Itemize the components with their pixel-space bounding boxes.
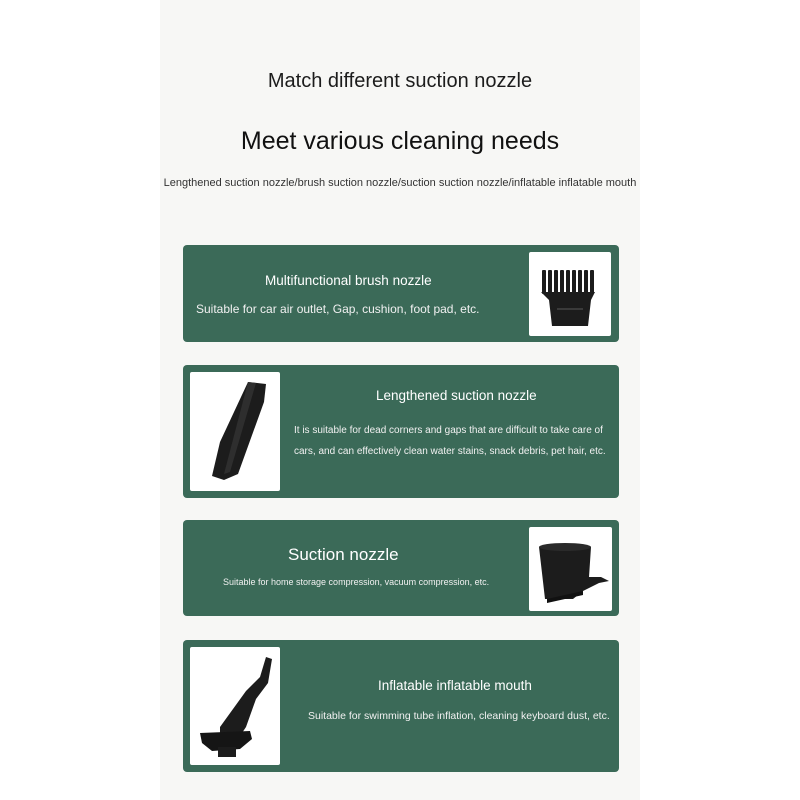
card-description: Suitable for car air outlet, Gap, cushion, foot pad, etc. (196, 302, 480, 316)
lengthened-nozzle-card (183, 365, 619, 498)
brush-nozzle-image (529, 252, 611, 336)
suction-nozzle-card (183, 520, 619, 616)
card-title: Inflatable inflatable mouth (378, 678, 532, 693)
card-title: Multifunctional brush nozzle (265, 273, 432, 288)
card-description: Suitable for swimming tube inflation, cleaning keyboard dust, etc. (308, 710, 610, 722)
suction-nozzle-icon (529, 527, 612, 611)
brush-nozzle-card (183, 245, 619, 342)
card-description: Suitable for home storage compression, vacuum compression, etc. (223, 577, 490, 587)
inflatable-mouth-image (190, 647, 280, 765)
card-title: Lengthened suction nozzle (376, 388, 537, 403)
nozzle-list-caption: Lengthened suction nozzle/brush suction nozzle/suction suction nozzle/inflatable inflatable mouth (163, 177, 637, 189)
page-title: Meet various cleaning needs (240, 127, 560, 155)
inflatable-mouth-card (183, 640, 619, 772)
card-description-line1: It is suitable for dead corners and gaps that are difficult to take care of (294, 425, 603, 436)
card-title: Suction nozzle (288, 545, 399, 564)
suction-nozzle-image (529, 527, 612, 611)
lengthened-nozzle-image (190, 372, 280, 491)
subtitle: Match different suction nozzle (267, 70, 533, 92)
lengthened-nozzle-icon (190, 372, 280, 491)
card-description-line2: cars, and can effectively clean water stains, snack debris, pet hair, etc. (294, 446, 606, 457)
inflatable-mouth-icon (190, 647, 280, 765)
brush-nozzle-icon (529, 252, 611, 336)
